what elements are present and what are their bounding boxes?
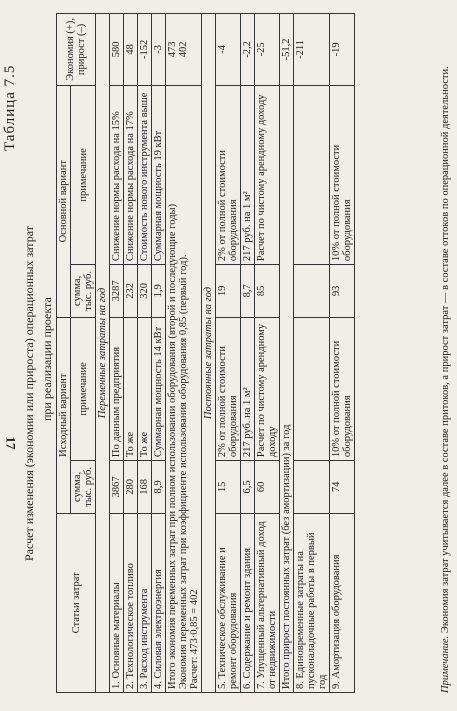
row-economy: -4: [216, 14, 241, 86]
row-sum-main: 1,9: [152, 265, 166, 318]
row-sum-main: 85: [255, 265, 280, 318]
summary-line: Экономия переменных затрат при коэффициенте использования оборудования 0,85 (первый год).: [178, 254, 189, 689]
row-note-initial: Суммарная мощность 14 кВт: [152, 317, 166, 460]
table-row: [294, 14, 330, 693]
table-row: [255, 14, 280, 693]
row-note-main: Стоимость нового инструмента выше: [138, 85, 152, 264]
row-note-main: Снижение нормы расхода на 15%: [110, 85, 124, 264]
row-note-initial: 217 руб. на 1 м²: [241, 317, 255, 460]
table-row: [138, 14, 152, 693]
row-sum-initial: 60: [255, 461, 280, 514]
fixed-summary-value: -51,2: [280, 14, 294, 86]
header-sum: сумма, тыс. руб.: [71, 461, 96, 514]
row-name: 1. Основные материалы: [110, 513, 124, 692]
row-name: 3. Расход инструмента: [138, 513, 152, 692]
summary-line: Итого экономия переменных затрат при полном использовании оборудования (второй и последующие годы): [167, 203, 178, 689]
row-note-main: Снижение нормы расхода на 17%: [124, 85, 138, 264]
row-note-initial: То же: [138, 317, 152, 460]
note-text: Экономия затрат учитывается далее в составе притоков, а прирост затрат — в составе оттоков по операционной деятельности.: [440, 66, 451, 634]
header-main: Основной вариант: [57, 85, 71, 317]
note-label: Примечание.: [440, 635, 451, 693]
row-sum-main: [294, 265, 330, 318]
row-economy: -25: [255, 14, 280, 86]
header-initial: Исходный вариант: [57, 317, 71, 513]
row-note-initial: То же: [124, 317, 138, 460]
row-sum-main: 93: [330, 265, 355, 318]
row-note-main: Расчет по чистому арендному доходу: [255, 85, 280, 264]
header-note: примечание: [71, 85, 96, 264]
row-economy: -211: [294, 14, 330, 86]
page-number: 17: [3, 436, 19, 450]
row-name: 4. Силовая электроэнергия: [152, 513, 166, 692]
table-row: [216, 14, 241, 693]
row-economy: 580: [110, 14, 124, 86]
header-note: примечание: [71, 317, 96, 460]
row-note-initial: 2% от полной стоимости оборудования: [216, 317, 241, 460]
row-note-initial: По данным предприятия: [110, 317, 124, 460]
row-sum-initial: 3867: [110, 461, 124, 514]
row-sum-initial: 15: [216, 461, 241, 514]
row-sum-initial: 8,9: [152, 461, 166, 514]
row-sum-initial: 280: [124, 461, 138, 514]
header-economy: Экономия (+), прирост (–): [57, 14, 96, 86]
row-name: 6. Содержание и ремонт здания: [241, 513, 255, 692]
row-name: 8. Единовременные затраты на пусконаладочные работы в первый год: [294, 513, 330, 692]
table-row: [330, 14, 355, 693]
variable-summary: [166, 85, 202, 692]
row-name: 5. Техническое обслуживание и ремонт оборудования: [216, 513, 241, 692]
row-note-main: 217 руб. на 1 м²: [241, 85, 255, 264]
row-economy: 48: [124, 14, 138, 86]
section-variable: Переменные затраты на год: [96, 14, 110, 693]
row-sum-initial: [294, 461, 330, 514]
row-sum-initial: 6,5: [241, 461, 255, 514]
summary-value: 402: [178, 41, 189, 58]
table-row: [241, 14, 255, 693]
row-note-initial: Расчет по чистому арендному доходу: [255, 317, 280, 460]
fixed-summary: Итого прирост постоянных затрат (без амортизации) за год: [280, 85, 294, 692]
row-note-initial: 10% от полной стоимости оборудования: [330, 317, 355, 460]
row-sum-main: 232: [124, 265, 138, 318]
section-row: [96, 14, 110, 693]
section-row: [202, 14, 216, 693]
row-sum-main: 19: [216, 265, 241, 318]
summary-row: [280, 14, 294, 693]
table-title: Расчет изменения (экономии или прироста) операционных затрат: [22, 226, 36, 561]
summary-line: Расчет: 473·0,85 = 402: [189, 589, 200, 689]
header-sum: сумма, тыс. руб.: [71, 265, 96, 318]
variable-summary-values: [166, 14, 202, 86]
row-name: 2. Технологическое топливо: [124, 513, 138, 692]
row-name: 9. Амортизация оборудования: [330, 513, 355, 692]
row-sum-initial: 74: [330, 461, 355, 514]
row-note-main: [294, 85, 330, 264]
row-note-main: Суммарная мощность 19 кВт: [152, 85, 166, 264]
table-row: [152, 14, 166, 693]
table-row: [124, 14, 138, 693]
table-subtitle: при реализации проекта: [40, 297, 54, 421]
table-label: Таблица 7.5: [2, 64, 18, 151]
row-economy: -152: [138, 14, 152, 86]
row-sum-initial: 168: [138, 461, 152, 514]
row-economy: -19: [330, 14, 355, 86]
row-name: 7. Упущенный альтернативный доход от недвижимости: [255, 513, 280, 692]
row-sum-main: 320: [138, 265, 152, 318]
row-note-initial: [294, 317, 330, 460]
summary-value: 473: [167, 41, 178, 58]
row-economy: -3: [152, 14, 166, 86]
row-sum-main: 3287: [110, 265, 124, 318]
costs-table: [56, 13, 355, 693]
table-note: [440, 66, 451, 693]
section-fixed: Постоянные затраты на год: [202, 14, 216, 693]
table-row: [110, 14, 124, 693]
header-row-1: [57, 14, 71, 693]
row-note-main: 10% от полной стоимости оборудования: [330, 85, 355, 264]
header-articles: Статьи затрат: [57, 513, 96, 692]
row-note-main: 2% от полной стоимости оборудования: [216, 85, 241, 264]
summary-row: [166, 14, 202, 693]
row-sum-main: 8,7: [241, 265, 255, 318]
row-economy: -2,2: [241, 14, 255, 86]
